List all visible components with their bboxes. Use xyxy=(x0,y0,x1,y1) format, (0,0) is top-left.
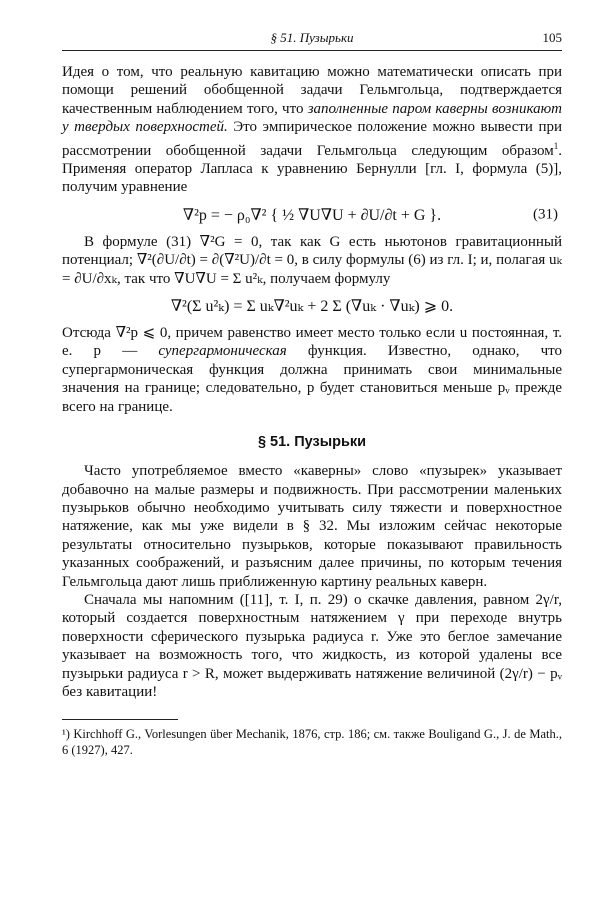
paragraph-intro-after: Это эмпирическое положение можно вывести при рассмотрении обобщенной задачи Гельмгольца следующим образом xyxy=(62,119,562,159)
paragraph-superharmonic-text: Отсюда ∇²p ⩽ 0, причем равенство имеет место только если u постоянная, т. е. p — xyxy=(62,325,562,360)
footnote-reference: 1 xyxy=(553,140,559,151)
running-title: § 51. Пузырьки xyxy=(270,30,354,45)
equation-inequality xyxy=(62,296,562,316)
paragraph-intro xyxy=(62,63,562,197)
running-header xyxy=(62,28,562,51)
equation-31 xyxy=(62,205,562,225)
footnote xyxy=(62,726,562,758)
paragraph-bubbles: Часто употребляемое вместо «каверны» слово «пузырек» указывает добавочно на малые размеры и подвижность. При рассмотрении маленьких пузырьков обычно необходимо учитывать силу тяжести и поверхностное натяжение, как мы уже видели в § 32. Мы изложим сейчас некоторые результаты относительно пузырьков, которые показывают правильность указанных соображений, и разъясним далее причины, по которым течения Гельмгольца дают лишь приближенную картину реальных каверн. xyxy=(62,463,562,590)
page-number: 105 xyxy=(542,30,562,45)
paragraph-intro-tail: . Применяя оператор Лапласа к уравнению Бернулли [гл. I, формула (5)], получим уравнение xyxy=(62,142,562,196)
paragraph-superharmonic-emphasis: супергармоническая xyxy=(158,343,287,360)
page xyxy=(62,28,562,758)
equation-31-formula: ∇²p = − ρ₀∇² { ½ ∇U∇U + ∂U/∂t + G }. xyxy=(182,206,442,224)
paragraph-superharmonic xyxy=(62,324,562,416)
paragraph-intro-emphasis: заполненные паром каверны возникают у твердых поверхностей. xyxy=(62,100,563,136)
equation-inequality-formula: ∇²(Σ u²ₖ) = Σ uₖ∇²uₖ + 2 Σ (∇uₖ · ∇uₖ) ⩾ 0. xyxy=(170,298,454,316)
paragraph-superharmonic-tail: функция. Известно, однако, что супергармоническая функция должна принимать свои минимальные значения на границе; следовательно, p будет становиться меньше pᵥ прежде всего на границе. xyxy=(62,343,562,415)
paragraph-laplacian: В формуле (31) ∇²G = 0, так как G есть ньютонов гравитационный потенциал; ∇²(∂U/∂t) = ∂(∇²U)/∂t = 0, в силу формулы (6) из гл. I; и, полагая uₖ = ∂U/∂xₖ, так что ∇U∇U = Σ u²ₖ, получаем формулу xyxy=(62,233,562,287)
paragraph-pressure-jump: Сначала мы напомним ([11], т. I, п. 29) о скачке давления, равном 2γ/r, который создается поверхностным натяжением γ при переходе внутрь поверхности сферического пузырька радиуса r. Уже это беглое замечание указывает на возможность того, что жидкость, из которой удалены все пузырьки радиуса r > R, может выдерживать натяжение величиной (2γ/r) − pᵥ без кавитации! xyxy=(62,591,562,700)
footnote-text: Kirchhoff G., Vorlesungen über Mechanik, 1876, стр. 186; см. также Bouligand G., J. de Math., 6 (1927), 427. xyxy=(62,727,563,758)
footnote-marker: ¹) xyxy=(62,727,70,742)
paragraph-intro-text: Идея о том, что реальную кавитацию можно математически описать при помощи решений обобщенной задачи Гельмгольца, подтверждается качественным наблюдением того, что xyxy=(62,64,562,117)
section-heading: § 51. Пузырьки xyxy=(257,434,367,451)
equation-31-number: (31) xyxy=(533,206,558,223)
